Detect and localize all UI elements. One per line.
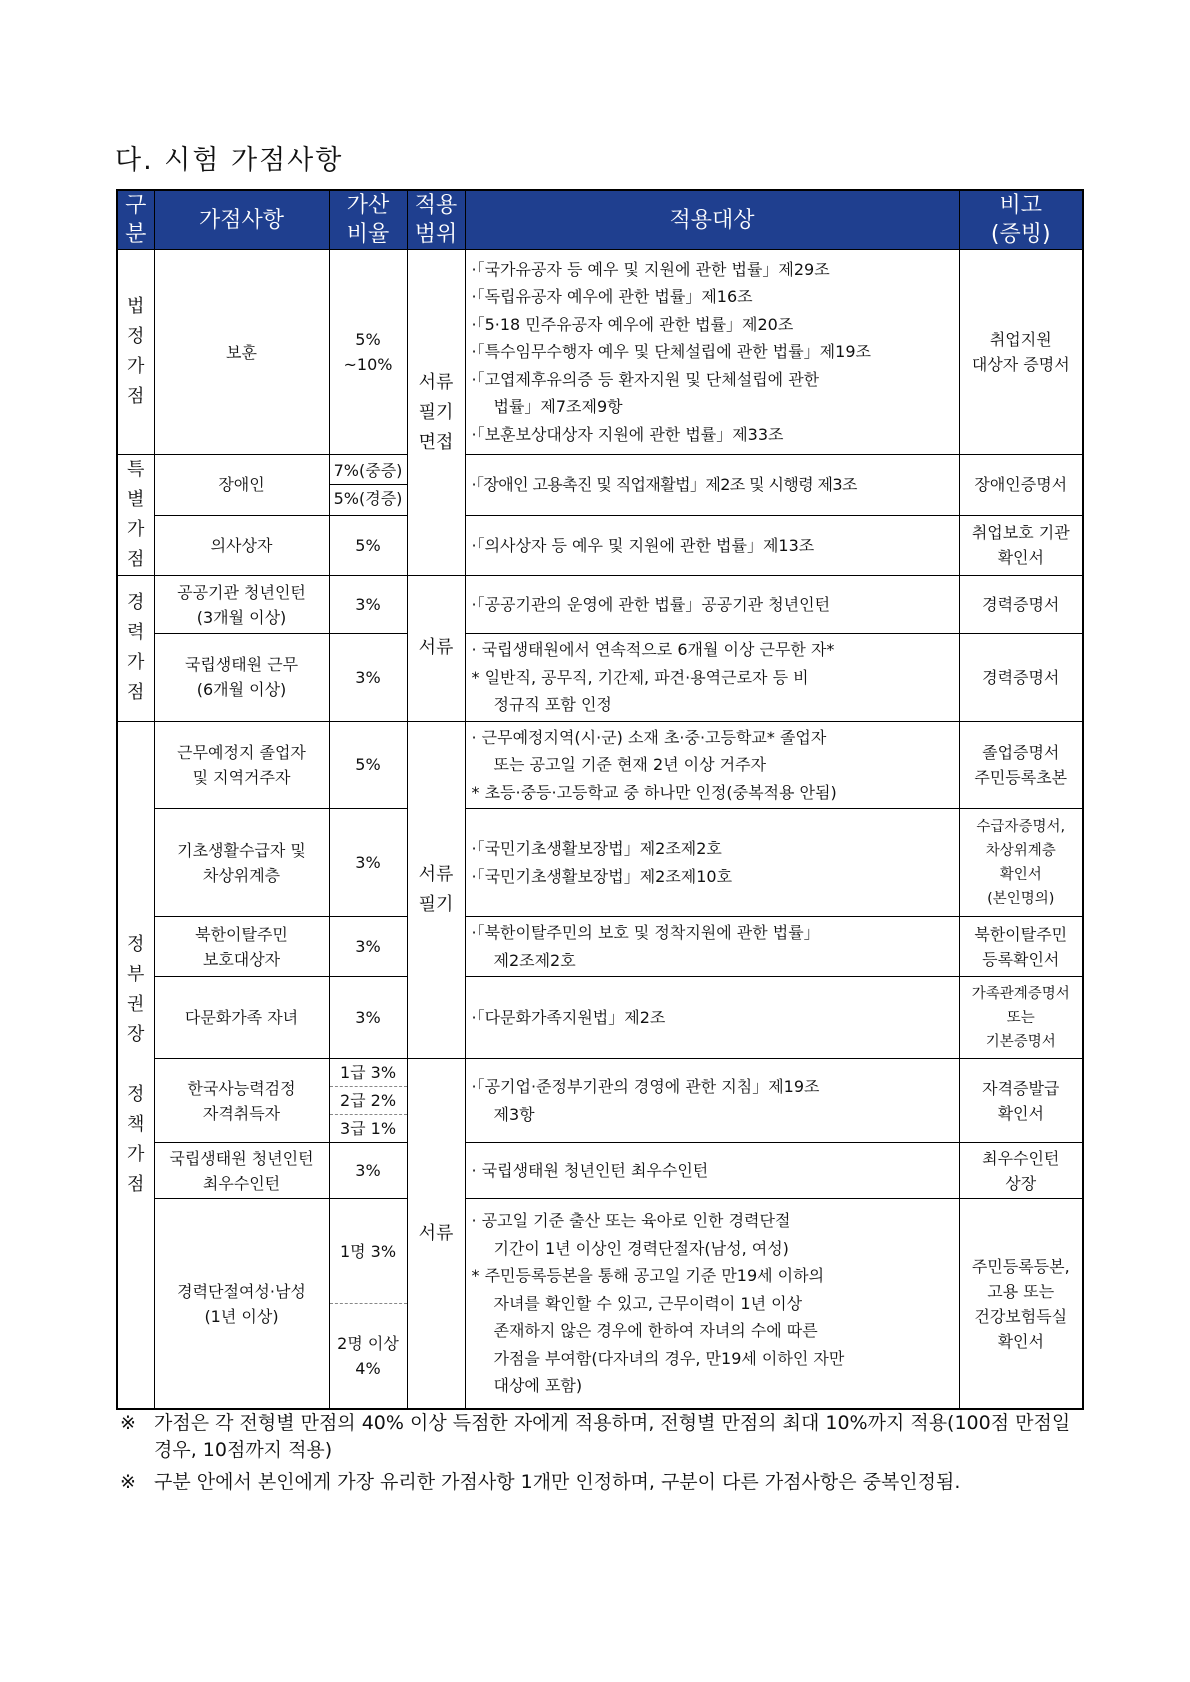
note-cell: 취업지원 대상자 증명서: [959, 250, 1083, 455]
table-row: [117, 1143, 1083, 1199]
rate-cell: 3%: [329, 809, 407, 917]
reference-mark: ※: [120, 1471, 136, 1493]
table-row: [117, 515, 1083, 576]
note-cell: 최우수인턴 상장: [959, 1143, 1083, 1199]
scope-cell: 서류: [407, 576, 465, 722]
footnote-text: 가점은 각 전형별 만점의 40% 이상 득점한 자에게 적용하며, 전형별 만점의 최대 10%까지 적용(100점 만점일 경우, 10점까지 적용): [154, 1412, 1071, 1461]
header-rate: 가산 비율: [329, 190, 407, 250]
note-cell: 주민등록등본, 고용 또는 건강보험득실 확인서: [959, 1199, 1083, 1410]
item-cell: 한국사능력검정 자격취득자: [154, 1059, 329, 1143]
footnote-text: 구분 안에서 본인에게 가장 유리한 가점사항 1개만 인정하며, 구분이 다른 가점사항은 중복인정됨.: [154, 1471, 961, 1493]
target-cell: ·「국가유공자 등 예우 및 지원에 관한 법률」제29조 ·「독립유공자 예우에 관한 법률」제16조 ·「5·18 민주유공자 예우에 관한 법률」제20조 ·「특수임무수행자 예우 및 단체설립에 관한 법률」제19조 ·「고엽제후유의증 등 환자지원 및 단체설립에 관한 법률」제7조제9항 ·「보훈보상대상자 지원에 관한 법률」제33조: [465, 250, 959, 455]
target-cell: ·「의사상자 등 예우 및 지원에 관한 법률」제13조: [465, 515, 959, 576]
note-cell: 수급자증명서, 차상위계층 확인서 (본인명의): [959, 809, 1083, 917]
rate-cell: 3%: [329, 977, 407, 1059]
header-category: 구 분: [117, 190, 154, 250]
table-row: [117, 809, 1083, 917]
table-row: [117, 250, 1083, 455]
item-cell: 보훈: [154, 250, 329, 455]
header-note: 비고 (증빙): [959, 190, 1083, 250]
table-row: [117, 634, 1083, 722]
header-target: 적용대상: [465, 190, 959, 250]
item-cell: 국립생태원 청년인턴 최우수인턴: [154, 1143, 329, 1199]
table-row: [117, 455, 1083, 516]
target-cell: ·「장애인 고용촉진 및 직업재활법」제2조 및 시행령 제3조: [465, 455, 959, 516]
note-cell: 경력증명서: [959, 634, 1083, 722]
rate-cell: 3%: [329, 1143, 407, 1199]
item-cell: 다문화가족 자녀: [154, 977, 329, 1059]
item-cell: 공공기관 청년인턴 (3개월 이상): [154, 576, 329, 634]
target-cell: ·「다문화가족지원법」제2조: [465, 977, 959, 1059]
category-policy: 정 부 권 장 정 책 가 점: [117, 721, 154, 1409]
table-row: [117, 576, 1083, 634]
scope-cell: 서류 필기: [407, 721, 465, 1059]
table-row: [117, 1199, 1083, 1410]
target-cell: · 공고일 기준 출산 또는 육아로 인한 경력단절 기간이 1년 이상인 경력단절자(남성, 여성) * 주민등록등본을 통해 공고일 기준 만19세 이하의 자녀를 확인할 수 있고, 근무이력이 1년 이상 존재하지 않은 경우에 한하여 자녀의 수에 따른 가점을 부여함(다자녀의 경우, 만19세 이하인 자만 대상에 포함): [465, 1199, 959, 1410]
table-row: [117, 1059, 1083, 1143]
note-cell: 취업보호 기관 확인서: [959, 515, 1083, 576]
target-cell: ·「공공기관의 운영에 관한 법률」공공기관 청년인턴: [465, 576, 959, 634]
item-cell: 기초생활수급자 및 차상위계층: [154, 809, 329, 917]
rate-cell: 5%: [329, 515, 407, 576]
header-item: 가점사항: [154, 190, 329, 250]
category-legal: 법 정 가 점: [117, 250, 154, 455]
category-career: 경 력 가 점: [117, 576, 154, 722]
reference-mark: ※: [120, 1412, 136, 1434]
table-row: [117, 977, 1083, 1059]
target-cell: ·「국민기초생활보장법」제2조제2호 ·「국민기초생활보장법」제2조제10호: [465, 809, 959, 917]
note-cell: 자격증발급 확인서: [959, 1059, 1083, 1143]
item-cell: 국립생태원 근무 (6개월 이상): [154, 634, 329, 722]
note-cell: 졸업증명서 주민등록초본: [959, 721, 1083, 809]
scope-cell: 서류: [407, 1059, 465, 1410]
header-scope: 적용 범위: [407, 190, 465, 250]
item-cell: 북한이탈주민 보호대상자: [154, 917, 329, 977]
section-title: 다. 시험 가점사항: [115, 145, 344, 176]
note-cell: 가족관계증명서 또는 기본증명서: [959, 977, 1083, 1059]
category-special: 특 별 가 점: [117, 455, 154, 576]
item-cell: 장애인: [154, 455, 329, 516]
note-cell: 장애인증명서: [959, 455, 1083, 516]
target-cell: · 국립생태원에서 연속적으로 6개월 이상 근무한 자* * 일반직, 공무직, 기간제, 파견·용역근로자 등 비 정규직 포함 인정: [465, 634, 959, 722]
target-cell: · 근무예정지역(시·군) 소재 초·중·고등학교* 졸업자 또는 공고일 기준 현재 2년 이상 거주자 * 초등·중등·고등학교 중 하나만 인정(중복적용 안됨): [465, 721, 959, 809]
item-cell: 근무예정지 졸업자 및 지역거주자: [154, 721, 329, 809]
table-row: [117, 721, 1083, 809]
rate-cell: 3%: [329, 634, 407, 722]
scope-cell: 서류 필기 면접: [407, 250, 465, 576]
bonus-points-table: [116, 189, 1084, 1410]
rate-cell: 1명 3% 2명 이상 4%: [329, 1199, 407, 1410]
target-cell: · 국립생태원 청년인턴 최우수인턴: [465, 1143, 959, 1199]
rate-cell: 1급 3% 2급 2% 3급 1%: [329, 1059, 407, 1143]
footnote: [120, 1469, 1080, 1496]
footnote: [120, 1410, 1080, 1464]
note-cell: 북한이탈주민 등록확인서: [959, 917, 1083, 977]
target-cell: ·「북한이탈주민의 보호 및 정착지원에 관한 법률」 제2조제2호: [465, 917, 959, 977]
target-cell: ·「공기업·준정부기관의 경영에 관한 지침」제19조 제3항: [465, 1059, 959, 1143]
table-row: [117, 917, 1083, 977]
table-header-row: [117, 190, 1083, 250]
rate-cell: 5% ~10%: [329, 250, 407, 455]
rate-cell: 7%(중증) 5%(경증): [329, 455, 407, 516]
footnotes: [120, 1410, 1080, 1501]
item-cell: 경력단절여성·남성 (1년 이상): [154, 1199, 329, 1410]
rate-cell: 3%: [329, 917, 407, 977]
item-cell: 의사상자: [154, 515, 329, 576]
rate-cell: 3%: [329, 576, 407, 634]
note-cell: 경력증명서: [959, 576, 1083, 634]
rate-cell: 5%: [329, 721, 407, 809]
